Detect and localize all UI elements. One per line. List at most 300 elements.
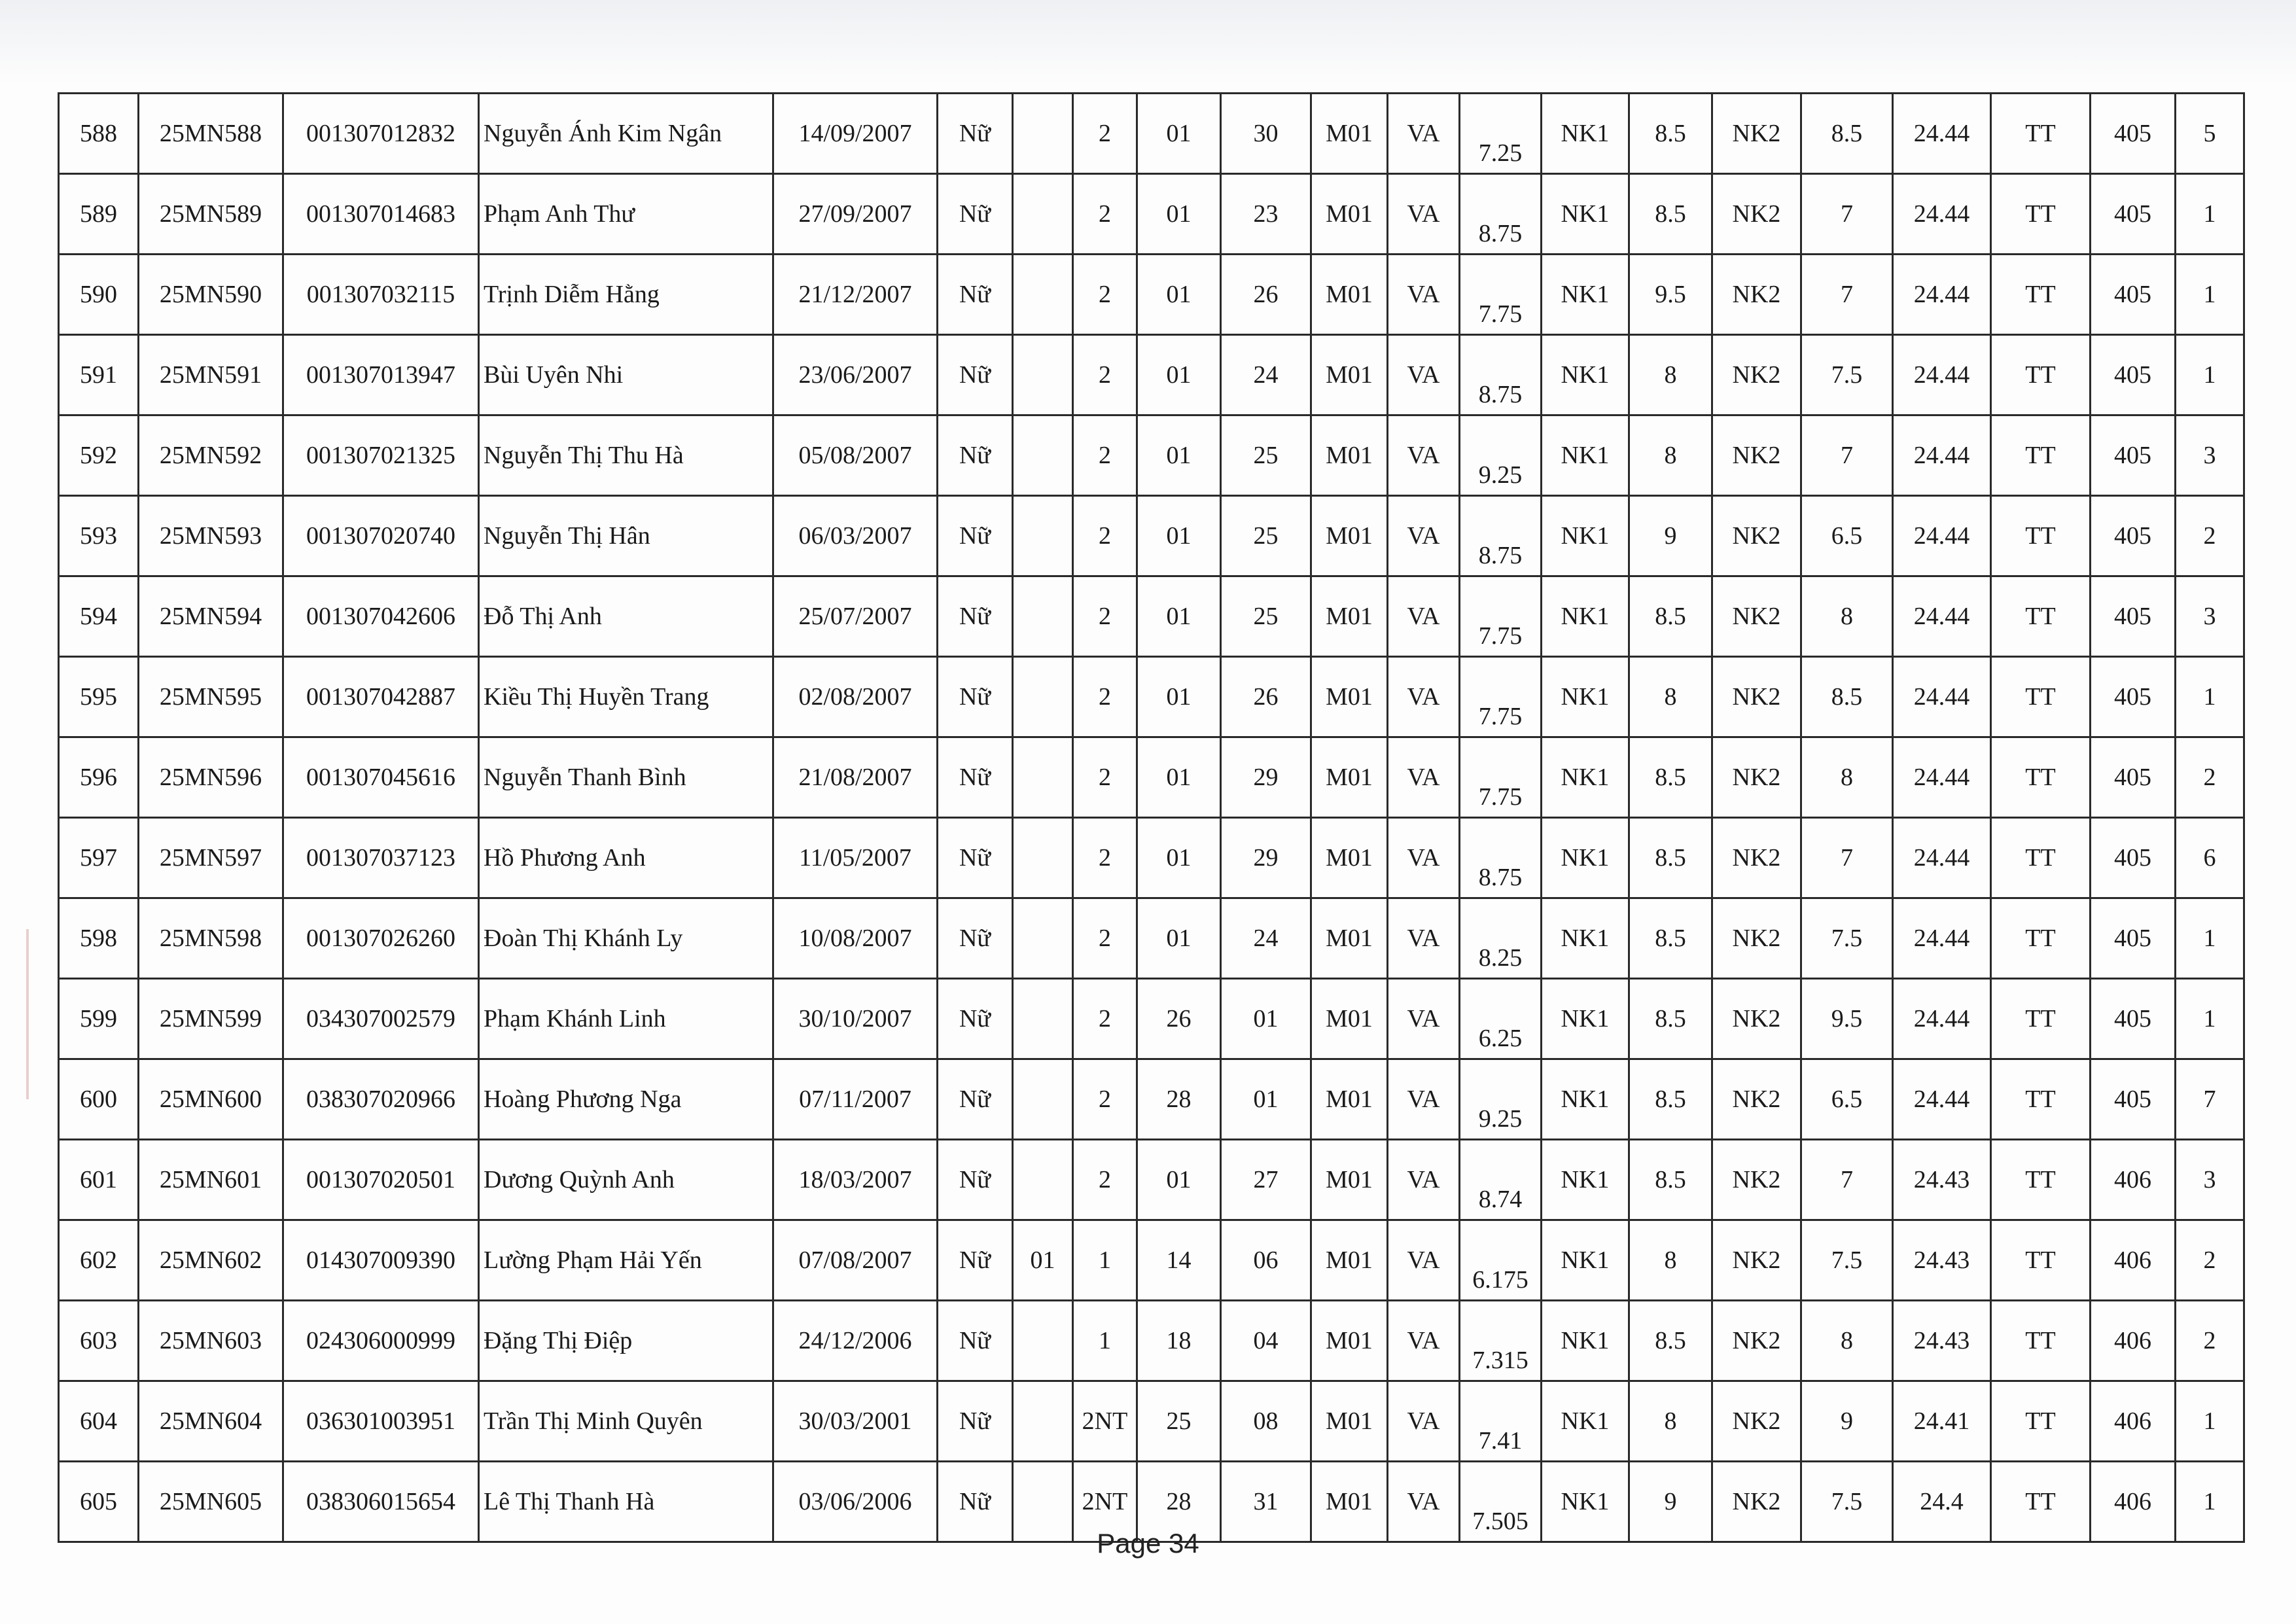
- table-row: [59, 255, 2244, 335]
- province-code-cell: 01: [1137, 335, 1221, 415]
- talent2-score-cell: 7.5: [1801, 335, 1893, 415]
- status-cell: TT: [1991, 657, 2091, 737]
- talent2-score-cell: 6.5: [1801, 496, 1893, 576]
- total-score-cell: 24.44: [1893, 415, 1991, 496]
- birth-date-cell: 25/07/2007: [773, 576, 938, 657]
- subject-code-cell: VA: [1388, 1462, 1460, 1542]
- table-row: [59, 1220, 2244, 1301]
- district-code-cell: 29: [1221, 737, 1311, 818]
- birth-date-cell: 24/12/2006: [773, 1301, 938, 1381]
- gender-cell: Nữ: [938, 979, 1013, 1059]
- birth-date-cell: 06/03/2007: [773, 496, 938, 576]
- talent1-label-cell: NK1: [1542, 1140, 1629, 1220]
- area-cell: 2: [1073, 979, 1137, 1059]
- stt-cell: 601: [59, 1140, 139, 1220]
- talent1-label-cell: NK1: [1542, 737, 1629, 818]
- priority-object-cell: [1013, 174, 1073, 255]
- priority-object-cell: [1013, 1140, 1073, 1220]
- subject-score-cell: 7.75: [1460, 737, 1542, 818]
- area-cell: 2: [1073, 818, 1137, 898]
- subject-score-cell: 9.25: [1460, 415, 1542, 496]
- area-cell: 2: [1073, 737, 1137, 818]
- province-code-cell: 01: [1137, 737, 1221, 818]
- exam-block-cell: M01: [1311, 576, 1388, 657]
- exam-block-cell: M01: [1311, 1301, 1388, 1381]
- province-code-cell: 01: [1137, 1140, 1221, 1220]
- talent1-score-cell: 9: [1629, 1462, 1712, 1542]
- citizen-id-cell: 001307012832: [283, 94, 479, 174]
- birth-date-cell: 05/08/2007: [773, 415, 938, 496]
- serial-cell: 405: [2091, 255, 2176, 335]
- stt-cell: 595: [59, 657, 139, 737]
- table-row: [59, 737, 2244, 818]
- total-score-cell: 24.44: [1893, 898, 1991, 979]
- subject-score-cell: 7.41: [1460, 1381, 1542, 1462]
- serial-cell: 405: [2091, 737, 2176, 818]
- district-code-cell: 25: [1221, 576, 1311, 657]
- area-cell: 2: [1073, 496, 1137, 576]
- citizen-id-cell: 001307014683: [283, 174, 479, 255]
- talent2-score-cell: 8: [1801, 576, 1893, 657]
- area-cell: 2: [1073, 255, 1137, 335]
- talent1-score-cell: 8.5: [1629, 818, 1712, 898]
- talent1-score-cell: 8.5: [1629, 737, 1712, 818]
- status-cell: TT: [1991, 737, 2091, 818]
- stt-cell: 588: [59, 94, 139, 174]
- table-row: [59, 1140, 2244, 1220]
- district-code-cell: 26: [1221, 657, 1311, 737]
- talent1-score-cell: 8: [1629, 335, 1712, 415]
- gender-cell: Nữ: [938, 576, 1013, 657]
- talent2-score-cell: 7: [1801, 255, 1893, 335]
- talent2-label-cell: NK2: [1712, 898, 1801, 979]
- subject-code-cell: VA: [1388, 1220, 1460, 1301]
- status-cell: TT: [1991, 94, 2091, 174]
- table-row: [59, 1381, 2244, 1462]
- wish-order-cell: 1: [2176, 1381, 2244, 1462]
- registration-code-cell: 25MN589: [139, 174, 283, 255]
- subject-score-cell: 8.74: [1460, 1140, 1542, 1220]
- subject-score-cell: 6.175: [1460, 1220, 1542, 1301]
- citizen-id-cell: 001307042606: [283, 576, 479, 657]
- talent2-score-cell: 7: [1801, 415, 1893, 496]
- status-cell: TT: [1991, 1220, 2091, 1301]
- district-code-cell: 01: [1221, 1059, 1311, 1140]
- talent2-score-cell: 8: [1801, 1301, 1893, 1381]
- province-code-cell: 01: [1137, 174, 1221, 255]
- exam-block-cell: M01: [1311, 1140, 1388, 1220]
- district-code-cell: 06: [1221, 1220, 1311, 1301]
- gender-cell: Nữ: [938, 94, 1013, 174]
- talent2-score-cell: 7: [1801, 1140, 1893, 1220]
- talent1-label-cell: NK1: [1542, 415, 1629, 496]
- district-code-cell: 26: [1221, 255, 1311, 335]
- table-row: [59, 979, 2244, 1059]
- exam-block-cell: M01: [1311, 1220, 1388, 1301]
- province-code-cell: 01: [1137, 94, 1221, 174]
- citizen-id-cell: 024306000999: [283, 1301, 479, 1381]
- talent2-label-cell: NK2: [1712, 1381, 1801, 1462]
- talent2-score-cell: 9.5: [1801, 979, 1893, 1059]
- gender-cell: Nữ: [938, 1140, 1013, 1220]
- serial-cell: 405: [2091, 94, 2176, 174]
- full-name-cell: Nguyễn Ánh Kim Ngân: [479, 94, 773, 174]
- total-score-cell: 24.43: [1893, 1301, 1991, 1381]
- talent2-label-cell: NK2: [1712, 1220, 1801, 1301]
- birth-date-cell: 18/03/2007: [773, 1140, 938, 1220]
- registration-code-cell: 25MN603: [139, 1301, 283, 1381]
- table-row: [59, 898, 2244, 979]
- subject-code-cell: VA: [1388, 737, 1460, 818]
- registration-code-cell: 25MN599: [139, 979, 283, 1059]
- citizen-id-cell: 001307037123: [283, 818, 479, 898]
- serial-cell: 405: [2091, 898, 2176, 979]
- full-name-cell: Nguyễn Thị Hân: [479, 496, 773, 576]
- province-code-cell: 01: [1137, 818, 1221, 898]
- province-code-cell: 25: [1137, 1381, 1221, 1462]
- talent2-label-cell: NK2: [1712, 335, 1801, 415]
- subject-code-cell: VA: [1388, 415, 1460, 496]
- full-name-cell: Dương Quỳnh Anh: [479, 1140, 773, 1220]
- status-cell: TT: [1991, 1140, 2091, 1220]
- talent1-score-cell: 8.5: [1629, 898, 1712, 979]
- talent2-score-cell: 7.5: [1801, 1220, 1893, 1301]
- total-score-cell: 24.44: [1893, 496, 1991, 576]
- talent1-label-cell: NK1: [1542, 174, 1629, 255]
- birth-date-cell: 14/09/2007: [773, 94, 938, 174]
- citizen-id-cell: 001307042887: [283, 657, 479, 737]
- status-cell: TT: [1991, 979, 2091, 1059]
- talent1-label-cell: NK1: [1542, 979, 1629, 1059]
- total-score-cell: 24.44: [1893, 576, 1991, 657]
- total-score-cell: 24.44: [1893, 657, 1991, 737]
- wish-order-cell: 3: [2176, 1140, 2244, 1220]
- wish-order-cell: 3: [2176, 415, 2244, 496]
- talent1-score-cell: 8: [1629, 657, 1712, 737]
- subject-code-cell: VA: [1388, 255, 1460, 335]
- citizen-id-cell: 014307009390: [283, 1220, 479, 1301]
- status-cell: TT: [1991, 576, 2091, 657]
- priority-object-cell: [1013, 496, 1073, 576]
- talent1-label-cell: NK1: [1542, 898, 1629, 979]
- table-row: [59, 818, 2244, 898]
- serial-cell: 405: [2091, 174, 2176, 255]
- wish-order-cell: 5: [2176, 94, 2244, 174]
- serial-cell: 406: [2091, 1220, 2176, 1301]
- registration-code-cell: 25MN597: [139, 818, 283, 898]
- subject-code-cell: VA: [1388, 657, 1460, 737]
- province-code-cell: 26: [1137, 979, 1221, 1059]
- registration-code-cell: 25MN605: [139, 1462, 283, 1542]
- province-code-cell: 01: [1137, 415, 1221, 496]
- table-row: [59, 1059, 2244, 1140]
- status-cell: TT: [1991, 255, 2091, 335]
- priority-object-cell: [1013, 657, 1073, 737]
- table-row: [59, 174, 2244, 255]
- subject-score-cell: 7.75: [1460, 657, 1542, 737]
- registration-code-cell: 25MN590: [139, 255, 283, 335]
- talent1-label-cell: NK1: [1542, 576, 1629, 657]
- area-cell: 2: [1073, 174, 1137, 255]
- wish-order-cell: 7: [2176, 1059, 2244, 1140]
- talent2-score-cell: 9: [1801, 1381, 1893, 1462]
- table-row: [59, 1301, 2244, 1381]
- full-name-cell: Trịnh Diễm Hằng: [479, 255, 773, 335]
- table-row: [59, 415, 2244, 496]
- talent2-label-cell: NK2: [1712, 94, 1801, 174]
- talent1-label-cell: NK1: [1542, 1462, 1629, 1542]
- area-cell: 1: [1073, 1220, 1137, 1301]
- wish-order-cell: 2: [2176, 1301, 2244, 1381]
- exam-block-cell: M01: [1311, 898, 1388, 979]
- serial-cell: 405: [2091, 657, 2176, 737]
- birth-date-cell: 02/08/2007: [773, 657, 938, 737]
- birth-date-cell: 23/06/2007: [773, 335, 938, 415]
- talent2-label-cell: NK2: [1712, 496, 1801, 576]
- total-score-cell: 24.44: [1893, 737, 1991, 818]
- citizen-id-cell: 036301003951: [283, 1381, 479, 1462]
- total-score-cell: 24.44: [1893, 979, 1991, 1059]
- subject-score-cell: 7.505: [1460, 1462, 1542, 1542]
- admission-results-table: [58, 92, 2245, 1543]
- talent2-score-cell: 8.5: [1801, 94, 1893, 174]
- full-name-cell: Trần Thị Minh Quyên: [479, 1381, 773, 1462]
- birth-date-cell: 30/03/2001: [773, 1381, 938, 1462]
- exam-block-cell: M01: [1311, 657, 1388, 737]
- talent1-score-cell: 8.5: [1629, 979, 1712, 1059]
- talent1-score-cell: 8: [1629, 1381, 1712, 1462]
- province-code-cell: 01: [1137, 576, 1221, 657]
- gender-cell: Nữ: [938, 1220, 1013, 1301]
- status-cell: TT: [1991, 1381, 2091, 1462]
- subject-score-cell: 7.315: [1460, 1301, 1542, 1381]
- talent2-label-cell: NK2: [1712, 255, 1801, 335]
- gender-cell: Nữ: [938, 818, 1013, 898]
- talent1-label-cell: NK1: [1542, 818, 1629, 898]
- talent2-score-cell: 8: [1801, 737, 1893, 818]
- margin-stamp-trace: [26, 929, 29, 1099]
- talent1-label-cell: NK1: [1542, 335, 1629, 415]
- registration-code-cell: 25MN594: [139, 576, 283, 657]
- gender-cell: Nữ: [938, 898, 1013, 979]
- registration-code-cell: 25MN592: [139, 415, 283, 496]
- subject-score-cell: 8.75: [1460, 335, 1542, 415]
- full-name-cell: Kiều Thị Huyền Trang: [479, 657, 773, 737]
- talent2-label-cell: NK2: [1712, 818, 1801, 898]
- subject-code-cell: VA: [1388, 1301, 1460, 1381]
- citizen-id-cell: 034307002579: [283, 979, 479, 1059]
- subject-code-cell: VA: [1388, 1381, 1460, 1462]
- total-score-cell: 24.44: [1893, 818, 1991, 898]
- stt-cell: 597: [59, 818, 139, 898]
- subject-code-cell: VA: [1388, 979, 1460, 1059]
- full-name-cell: Nguyễn Thanh Bình: [479, 737, 773, 818]
- subject-score-cell: 9.25: [1460, 1059, 1542, 1140]
- area-cell: 2NT: [1073, 1462, 1137, 1542]
- gender-cell: Nữ: [938, 255, 1013, 335]
- talent1-score-cell: 9: [1629, 496, 1712, 576]
- stt-cell: 592: [59, 415, 139, 496]
- subject-code-cell: VA: [1388, 496, 1460, 576]
- talent1-score-cell: 8.5: [1629, 1301, 1712, 1381]
- birth-date-cell: 21/08/2007: [773, 737, 938, 818]
- serial-cell: 405: [2091, 415, 2176, 496]
- district-code-cell: 29: [1221, 818, 1311, 898]
- serial-cell: 406: [2091, 1381, 2176, 1462]
- district-code-cell: 24: [1221, 898, 1311, 979]
- status-cell: TT: [1991, 1301, 2091, 1381]
- status-cell: TT: [1991, 415, 2091, 496]
- district-code-cell: 04: [1221, 1301, 1311, 1381]
- exam-block-cell: M01: [1311, 1462, 1388, 1542]
- wish-order-cell: 1: [2176, 657, 2244, 737]
- stt-cell: 598: [59, 898, 139, 979]
- table-row: [59, 496, 2244, 576]
- province-code-cell: 01: [1137, 657, 1221, 737]
- status-cell: TT: [1991, 335, 2091, 415]
- province-code-cell: 01: [1137, 255, 1221, 335]
- district-code-cell: 24: [1221, 335, 1311, 415]
- registration-code-cell: 25MN604: [139, 1381, 283, 1462]
- registration-code-cell: 25MN588: [139, 94, 283, 174]
- exam-block-cell: M01: [1311, 1381, 1388, 1462]
- full-name-cell: Nguyễn Thị Thu Hà: [479, 415, 773, 496]
- province-code-cell: 01: [1137, 496, 1221, 576]
- area-cell: 2: [1073, 1140, 1137, 1220]
- area-cell: 2NT: [1073, 1381, 1137, 1462]
- citizen-id-cell: 001307032115: [283, 255, 479, 335]
- subject-code-cell: VA: [1388, 818, 1460, 898]
- gender-cell: Nữ: [938, 496, 1013, 576]
- citizen-id-cell: 001307020740: [283, 496, 479, 576]
- exam-block-cell: M01: [1311, 1059, 1388, 1140]
- priority-object-cell: [1013, 1059, 1073, 1140]
- status-cell: TT: [1991, 496, 2091, 576]
- stt-cell: 599: [59, 979, 139, 1059]
- total-score-cell: 24.44: [1893, 1059, 1991, 1140]
- wish-order-cell: 1: [2176, 335, 2244, 415]
- full-name-cell: Lường Phạm Hải Yến: [479, 1220, 773, 1301]
- stt-cell: 604: [59, 1381, 139, 1462]
- registration-code-cell: 25MN595: [139, 657, 283, 737]
- area-cell: 2: [1073, 898, 1137, 979]
- district-code-cell: 31: [1221, 1462, 1311, 1542]
- exam-block-cell: M01: [1311, 94, 1388, 174]
- stt-cell: 603: [59, 1301, 139, 1381]
- serial-cell: 405: [2091, 576, 2176, 657]
- citizen-id-cell: 001307026260: [283, 898, 479, 979]
- talent2-score-cell: 7: [1801, 818, 1893, 898]
- citizen-id-cell: 038307020966: [283, 1059, 479, 1140]
- exam-block-cell: M01: [1311, 174, 1388, 255]
- subject-code-cell: VA: [1388, 94, 1460, 174]
- talent1-score-cell: 8: [1629, 415, 1712, 496]
- full-name-cell: Đặng Thị Điệp: [479, 1301, 773, 1381]
- priority-object-cell: [1013, 898, 1073, 979]
- area-cell: 2: [1073, 94, 1137, 174]
- priority-object-cell: 01: [1013, 1220, 1073, 1301]
- talent2-score-cell: 7.5: [1801, 1462, 1893, 1542]
- talent2-label-cell: NK2: [1712, 657, 1801, 737]
- province-code-cell: 18: [1137, 1301, 1221, 1381]
- gender-cell: Nữ: [938, 174, 1013, 255]
- serial-cell: 405: [2091, 818, 2176, 898]
- birth-date-cell: 27/09/2007: [773, 174, 938, 255]
- talent1-score-cell: 8.5: [1629, 576, 1712, 657]
- talent2-score-cell: 7: [1801, 174, 1893, 255]
- talent2-label-cell: NK2: [1712, 174, 1801, 255]
- talent1-score-cell: 8.5: [1629, 1059, 1712, 1140]
- province-code-cell: 14: [1137, 1220, 1221, 1301]
- area-cell: 2: [1073, 576, 1137, 657]
- priority-object-cell: [1013, 94, 1073, 174]
- gender-cell: Nữ: [938, 1462, 1013, 1542]
- subject-score-cell: 7.75: [1460, 255, 1542, 335]
- full-name-cell: Bùi Uyên Nhi: [479, 335, 773, 415]
- subject-code-cell: VA: [1388, 174, 1460, 255]
- district-code-cell: 25: [1221, 496, 1311, 576]
- citizen-id-cell: 038306015654: [283, 1462, 479, 1542]
- exam-block-cell: M01: [1311, 255, 1388, 335]
- subject-score-cell: 8.75: [1460, 496, 1542, 576]
- subject-score-cell: 6.25: [1460, 979, 1542, 1059]
- citizen-id-cell: 001307020501: [283, 1140, 479, 1220]
- registration-code-cell: 25MN593: [139, 496, 283, 576]
- subject-score-cell: 7.25: [1460, 94, 1542, 174]
- full-name-cell: Đoàn Thị Khánh Ly: [479, 898, 773, 979]
- birth-date-cell: 11/05/2007: [773, 818, 938, 898]
- serial-cell: 405: [2091, 335, 2176, 415]
- subject-score-cell: 7.75: [1460, 576, 1542, 657]
- talent2-label-cell: NK2: [1712, 1140, 1801, 1220]
- status-cell: TT: [1991, 174, 2091, 255]
- full-name-cell: Hoàng Phương Nga: [479, 1059, 773, 1140]
- stt-cell: 594: [59, 576, 139, 657]
- stt-cell: 605: [59, 1462, 139, 1542]
- status-cell: TT: [1991, 898, 2091, 979]
- talent2-label-cell: NK2: [1712, 415, 1801, 496]
- talent2-score-cell: 6.5: [1801, 1059, 1893, 1140]
- priority-object-cell: [1013, 737, 1073, 818]
- gender-cell: Nữ: [938, 1059, 1013, 1140]
- priority-object-cell: [1013, 335, 1073, 415]
- full-name-cell: Lê Thị Thanh Hà: [479, 1462, 773, 1542]
- subject-code-cell: VA: [1388, 576, 1460, 657]
- priority-object-cell: [1013, 255, 1073, 335]
- stt-cell: 596: [59, 737, 139, 818]
- subject-code-cell: VA: [1388, 335, 1460, 415]
- stt-cell: 602: [59, 1220, 139, 1301]
- serial-cell: 406: [2091, 1301, 2176, 1381]
- talent1-label-cell: NK1: [1542, 1381, 1629, 1462]
- birth-date-cell: 30/10/2007: [773, 979, 938, 1059]
- district-code-cell: 30: [1221, 94, 1311, 174]
- citizen-id-cell: 001307021325: [283, 415, 479, 496]
- exam-block-cell: M01: [1311, 818, 1388, 898]
- district-code-cell: 27: [1221, 1140, 1311, 1220]
- subject-score-cell: 8.25: [1460, 898, 1542, 979]
- wish-order-cell: 1: [2176, 1462, 2244, 1542]
- registration-code-cell: 25MN601: [139, 1140, 283, 1220]
- status-cell: TT: [1991, 1462, 2091, 1542]
- table-row: [59, 576, 2244, 657]
- talent1-score-cell: 8.5: [1629, 174, 1712, 255]
- stt-cell: 589: [59, 174, 139, 255]
- wish-order-cell: 1: [2176, 255, 2244, 335]
- district-code-cell: 08: [1221, 1381, 1311, 1462]
- priority-object-cell: [1013, 415, 1073, 496]
- talent1-label-cell: NK1: [1542, 496, 1629, 576]
